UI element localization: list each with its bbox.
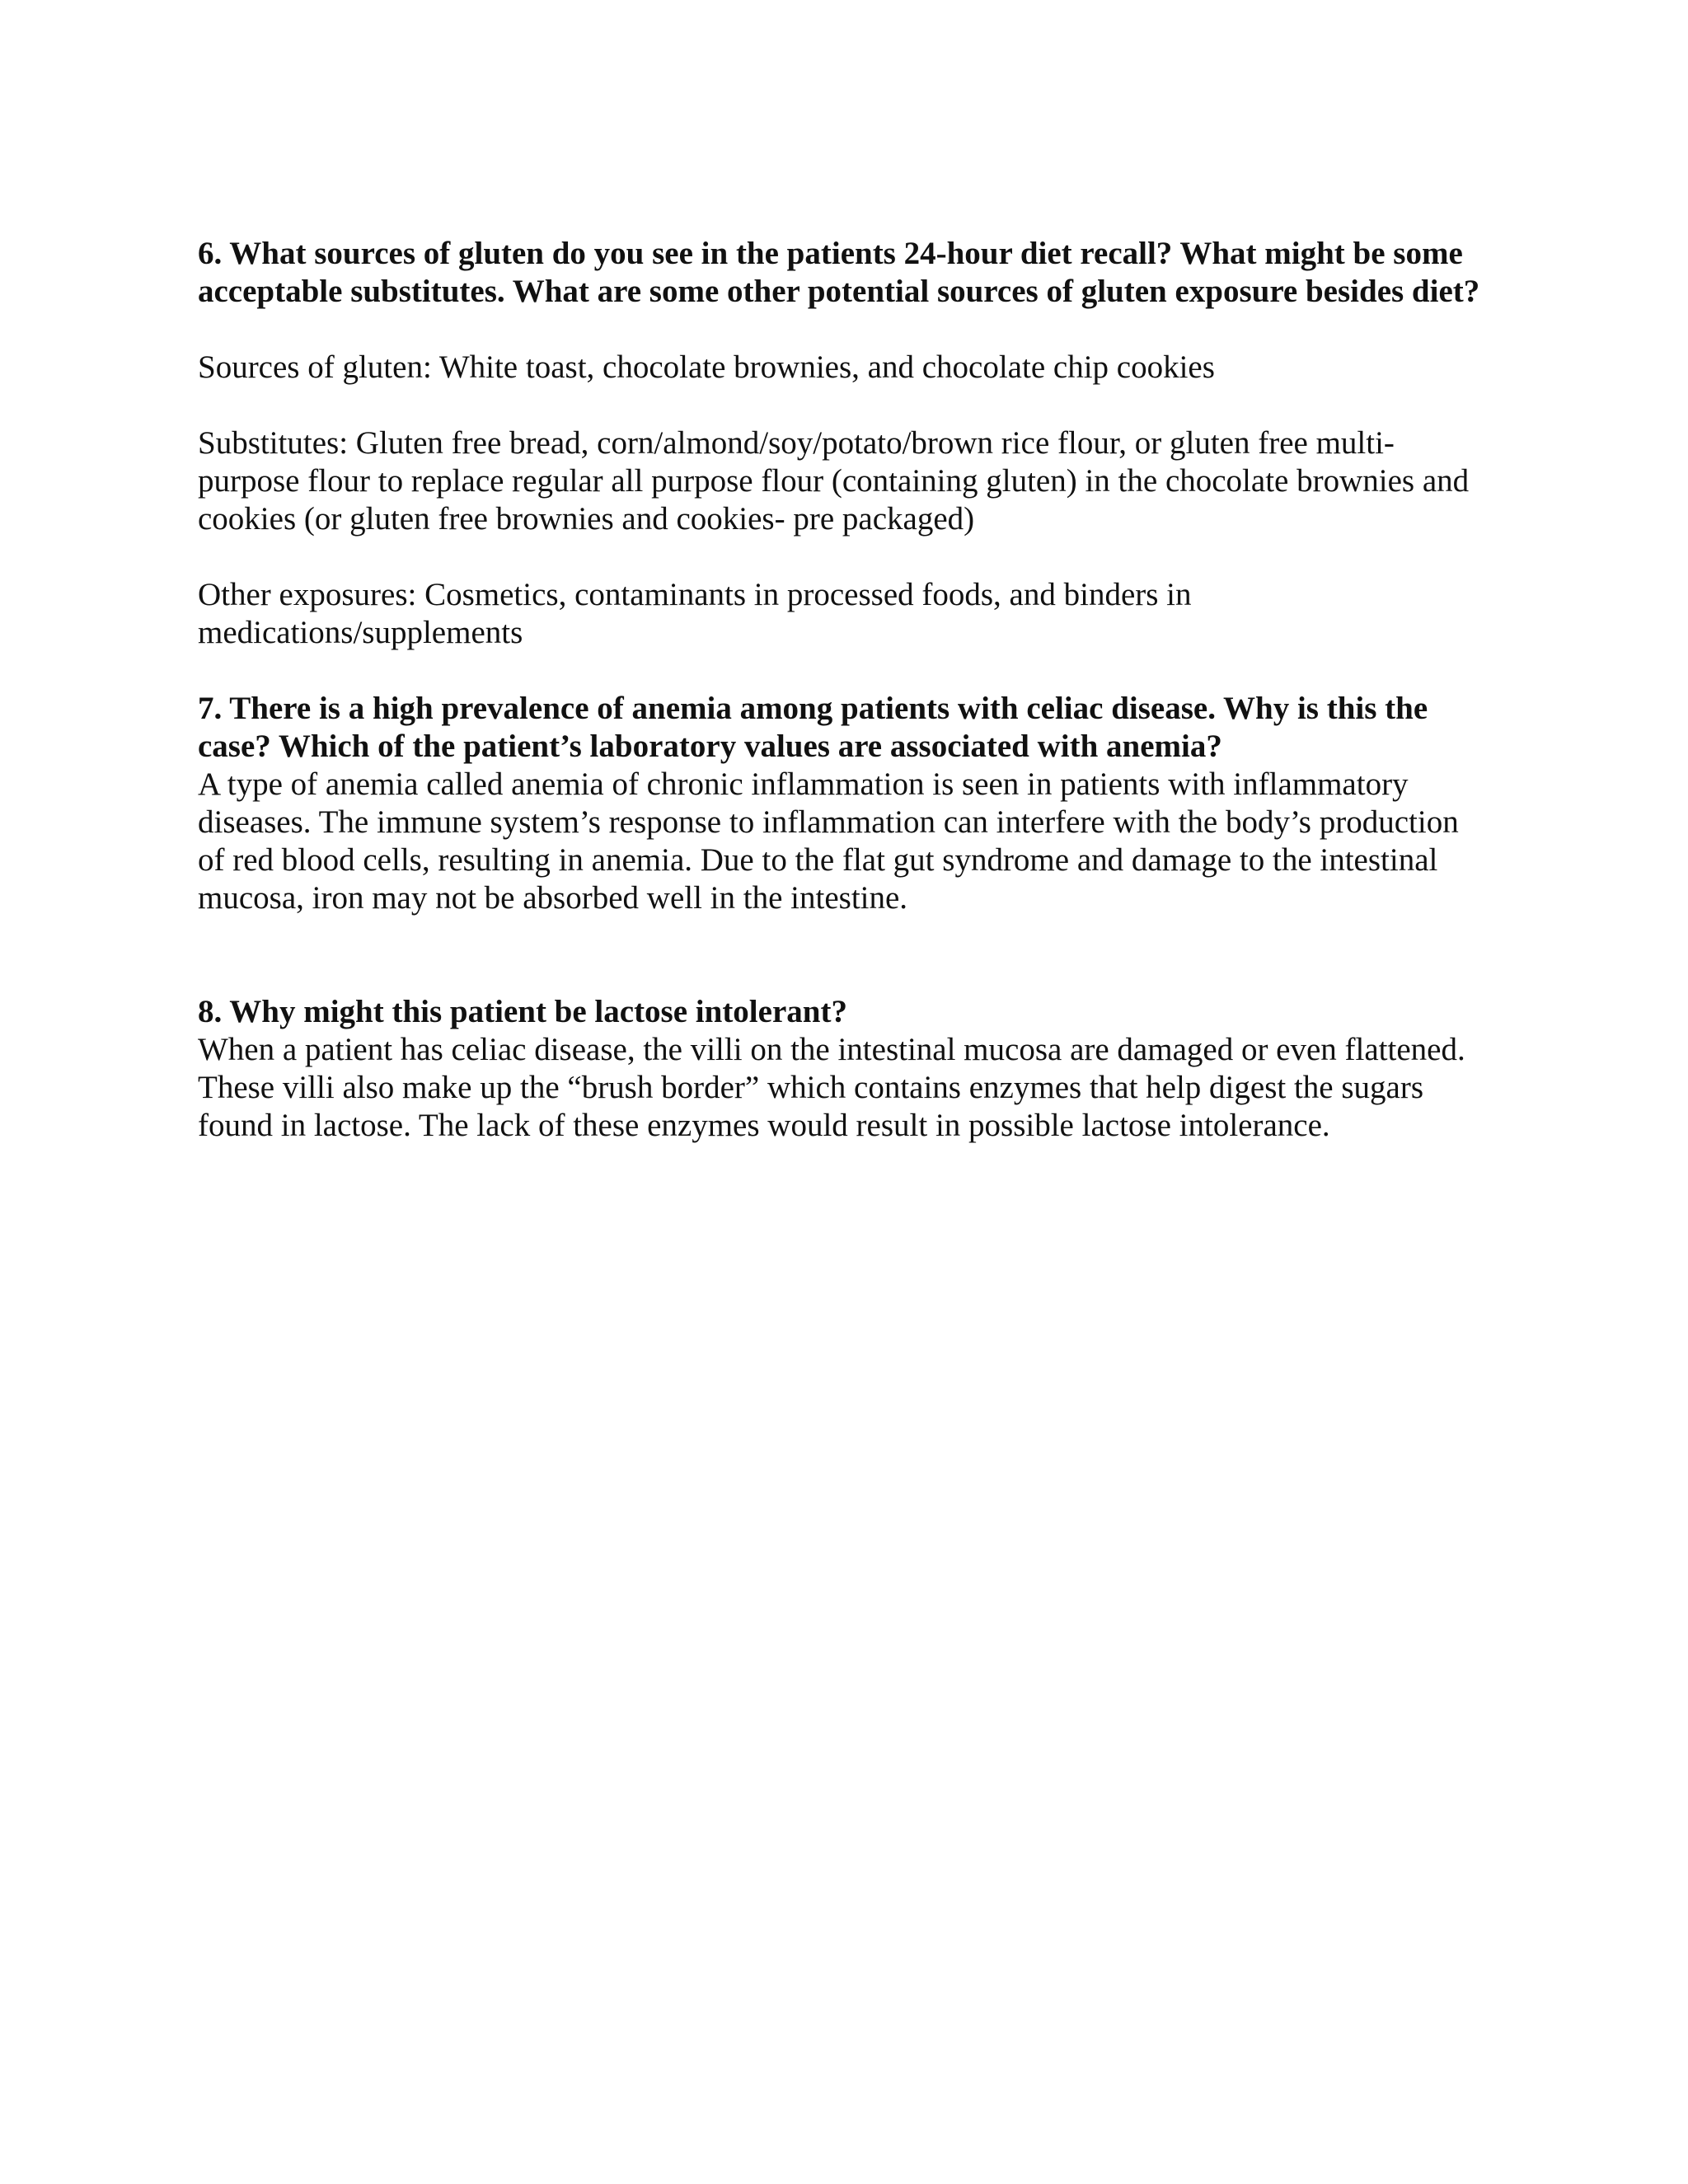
question-7: 7. There is a high prevalence of anemia among patients with celiac disease. Why is this the case? Which of the patient’s laboratory values are associated with anemia?	[198, 691, 1428, 764]
question-6: 6. What sources of gluten do you see in the patients 24-hour diet recall? What might be some acceptable substitutes. What are some other potential sources of gluten exposure besides diet?	[198, 236, 1480, 309]
spacer	[198, 311, 1484, 349]
document-page	[198, 235, 1484, 1145]
answer-6-substitutes: Substitutes: Gluten free bread, corn/almond/soy/potato/brown rice flour, or gluten free multi-purpose flour to replace regular all purpose flour (containing gluten) in the chocolate brownies and cookies (or gluten free brownies and cookies- pre packaged)	[198, 425, 1470, 537]
answer-8: When a patient has celiac disease, the villi on the intestinal mucosa are damaged or even flattened. These villi also make up the “brush border” which contains enzymes that help digest the sugars found in lactose. The lack of these enzymes would result in possible lactose intolerance.	[198, 1032, 1465, 1143]
answer-6-other-exposures: Other exposures: Cosmetics, contaminants in processed foods, and binders in medications/supplements	[198, 577, 1192, 650]
spacer	[198, 387, 1484, 424]
spacer	[198, 917, 1484, 993]
question-8: 8. Why might this patient be lactose intolerant?	[198, 994, 847, 1029]
spacer	[198, 538, 1484, 576]
answer-6-sources: Sources of gluten: White toast, chocolate brownies, and chocolate chip cookies	[198, 349, 1215, 385]
spacer	[198, 652, 1484, 690]
answer-7: A type of anemia called anemia of chronic inflammation is seen in patients with inflammatory diseases. The immune system’s response to inflammation can interfere with the body’s production of red blood cells, resulting in anemia. Due to the flat gut syndrome and damage to the intestinal mucosa, iron may not be absorbed well in the intestine.	[198, 766, 1459, 916]
